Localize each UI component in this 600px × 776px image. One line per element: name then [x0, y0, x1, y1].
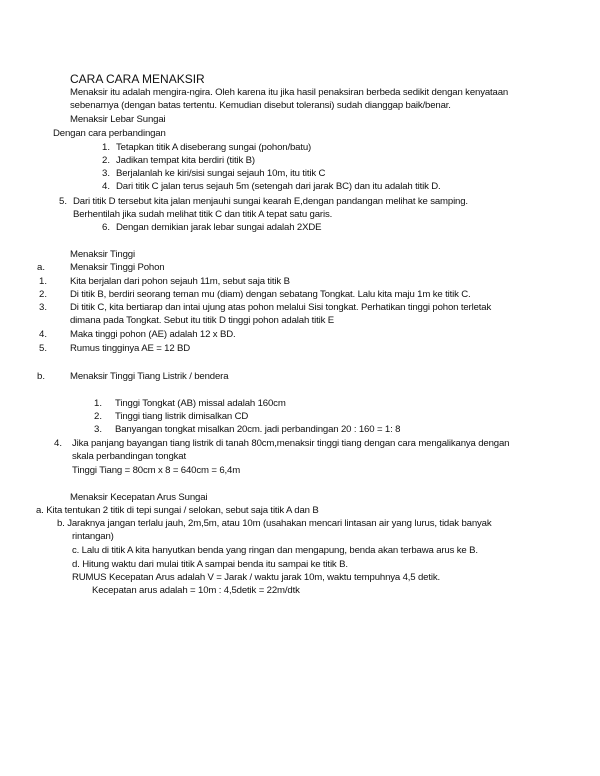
lebar-step5-line-2: Berhentilah jika sudah melihat titik C dan titik A tepat satu garis. [73, 209, 333, 220]
lebar-step-number: 4. [102, 181, 111, 192]
tinggi-step-text: dimana pada Tongkat. Sebut itu titik D tinggi pohon adalah titik E [70, 315, 335, 326]
lebar-step-number: 3. [102, 168, 111, 179]
lebar-step6-text: Dengan demikian jarak lebar sungai adalah 2XDE [116, 222, 322, 233]
lebar-step5-line-1: Dari titik D tersebut kita jalan menjauhi sungai kearah E,dengan pandangan melihat ke samping. [73, 196, 468, 207]
kecepatan-item-d: d. Hitung waktu dari mulai titik A sampai benda itu sampai ke titik B. [72, 559, 348, 570]
lebar-step-text: Berjalanlah ke kiri/sisi sungai sejauh 10m, itu titik C [116, 168, 326, 179]
tiang-step4-line-2: skala perbandingan tongkat [72, 451, 186, 462]
tinggi-step-text: Di titik B, berdiri seorang teman mu (diam) dengan sebatang Tongkat. Lalu kita maju 1m ke titik C. [70, 289, 471, 300]
tinggi-step-number: 2. [39, 289, 48, 300]
tiang-step-number: 1. [94, 398, 103, 409]
lebar-step-number: 2. [102, 155, 111, 166]
tiang-step-number: 2. [94, 411, 103, 422]
section-heading-lebar: Menaksir Lebar Sungai [70, 114, 166, 125]
subsection-heading-pohon: Menaksir Tinggi Pohon [70, 262, 165, 273]
tiang-step-number: 3. [94, 424, 103, 435]
lebar-step-text: Tetapkan titik A diseberang sungai (pohon/batu) [116, 142, 312, 153]
lebar-step-text: Dari titik C jalan terus sejauh 5m (setengah dari jarak BC) dan itu adalah titik D. [116, 181, 441, 192]
tiang-step-number: 4. [54, 438, 63, 449]
tinggi-step-number: 1. [39, 276, 48, 287]
kecepatan-item-a: a. Kita tentukan 2 titik di tepi sungai / selokan, sebut saja titik A dan B [36, 505, 319, 516]
intro-line-1: Menaksir itu adalah mengira-ngira. Oleh karena itu jika hasil penaksiran berbeda sedikit dengan kenyataan [70, 87, 509, 98]
kecepatan-item-b-line-2: rintangan) [72, 531, 114, 542]
lebar-step-number: 5. [59, 196, 68, 207]
tiang-result: Tinggi Tiang = 80cm x 8 = 640cm = 6,4m [72, 465, 241, 476]
tinggi-step-text: Maka tinggi pohon (AE) adalah 12 x BD. [70, 329, 236, 340]
lebar-step-number: 6. [102, 222, 111, 233]
section-heading-kecepatan: Menaksir Kecepatan Arus Sungai [70, 492, 208, 503]
tinggi-step-text: Rumus tingginya AE = 12 BD [70, 343, 191, 354]
tinggi-step-number: 3. [39, 302, 48, 313]
kecepatan-hasil: Kecepatan arus adalah = 10m : 4,5detik = 22m/dtk [92, 585, 300, 596]
page-title: CARA CARA MENAKSIR [70, 72, 205, 86]
tinggi-step-text: Kita berjalan dari pohon sejauh 11m, sebut saja titik B [70, 276, 290, 287]
tiang-step4-line-1: Jika panjang bayangan tiang listrik di tanah 80cm,menaksir tinggi tiang dengan cara mengalikanya dengan [72, 438, 510, 449]
intro-line-2: sebenarnya (dengan batas tertentu. Kemudian disebut toleransi) sudah dianggap baik/benar. [70, 100, 451, 111]
subsection-heading-tiang: Menaksir Tinggi Tiang Listrik / bendera [70, 371, 229, 382]
lebar-step-text: Jadikan tempat kita berdiri (titik B) [116, 155, 255, 166]
tiang-step-text: Tinggi tiang listrik dimisalkan CD [115, 411, 249, 422]
subsection-label-b: b. [37, 371, 46, 382]
kecepatan-rumus: RUMUS Kecepatan Arus adalah V = Jarak / waktu jarak 10m, waktu tempuhnya 4,5 detik. [72, 572, 441, 583]
kecepatan-item-b-line-1: b. Jaraknya jangan terlalu jauh, 2m,5m, atau 10m (usahakan mencari lintasan air yang lurus, tidak banyak [57, 518, 492, 529]
tinggi-step-text: Di titik C, kita bertiarap dan intai ujung atas pohon melalui Sisi tongkat. Perhatikan tinggi pohon terletak [70, 302, 492, 313]
tiang-step-text: Tinggi Tongkat (AB) missal adalah 160cm [115, 398, 286, 409]
subsection-label-a: a. [37, 262, 46, 273]
lebar-subheading: Dengan cara perbandingan [53, 128, 166, 139]
tiang-step-text: Banyangan tongkat misalkan 20cm. jadi perbandingan 20 : 160 = 1: 8 [115, 424, 401, 435]
lebar-step-number: 1. [102, 142, 111, 153]
section-heading-tinggi: Menaksir Tinggi [70, 249, 135, 260]
tinggi-step-number: 4. [39, 329, 48, 340]
kecepatan-item-c: c. Lalu di titik A kita hanyutkan benda yang ringan dan mengapung, benda akan terbawa arus ke B. [72, 545, 478, 556]
tinggi-step-number: 5. [39, 343, 48, 354]
